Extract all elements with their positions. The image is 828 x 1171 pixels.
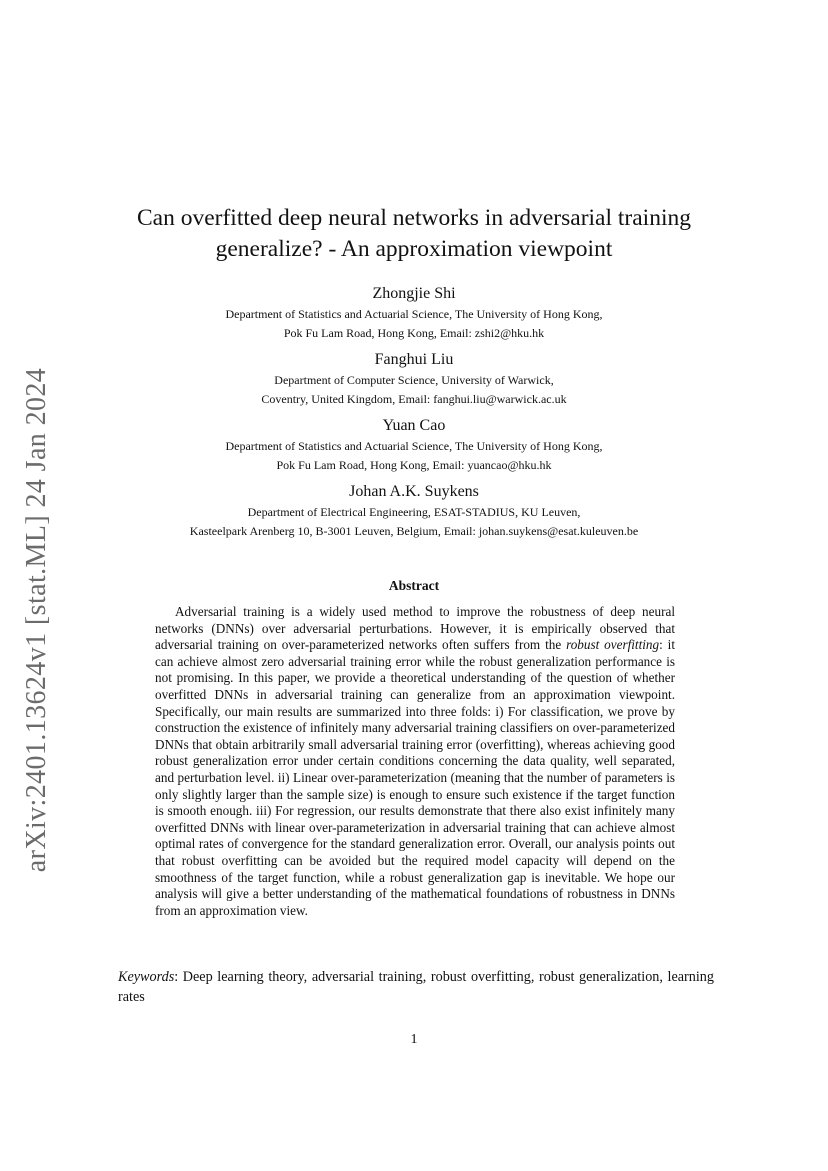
author-affiliation-line-2: Coventry, United Kingdom, Email: fanghui.liu@warwick.ac.uk <box>261 392 567 406</box>
author-name: Fanghui Liu <box>374 351 454 368</box>
author-name: Johan A.K. Suykens <box>349 483 479 500</box>
arxiv-identifier-text: arXiv:2401.13624v1 [stat.ML] 24 Jan 2024 <box>21 367 53 873</box>
author-affiliation-line-1: Department of Electrical Engineering, ESAT-STADIUS, KU Leuven, <box>247 505 581 519</box>
author-block-3 <box>110 415 718 475</box>
keywords-text: : Deep learning theory, adversarial training, robust overfitting, robust generalization, learning rates <box>118 969 714 1005</box>
author-name: Zhongjie Shi <box>372 285 456 302</box>
abstract-text <box>155 604 675 919</box>
title-line-1: Can overfitted deep neural networks in adversarial training <box>136 205 691 231</box>
abstract-text-part-1: Adversarial training is a widely used method to improve the robustness of deep neural networks (DNNs) over adversarial perturbations. However, it is empirically observed that adversarial training on over-parameterized networks often suffers from the <box>155 604 675 653</box>
abstract-emphasis-term: robust overfitting <box>566 637 660 653</box>
author-list <box>110 283 718 547</box>
author-affiliation-line-2: Kasteelpark Arenberg 10, B-3001 Leuven, Belgium, Email: johan.suykens@esat.kuleuven.be <box>189 524 639 538</box>
author-affiliation-line-1: Department of Statistics and Actuarial Science, The University of Hong Kong, <box>225 307 603 321</box>
author-affiliation-line-1: Department of Computer Science, University of Warwick, <box>274 373 554 387</box>
keywords-label: Keywords <box>118 969 175 985</box>
page-number: 1 <box>410 1032 418 1047</box>
author-name: Yuan Cao <box>382 417 446 434</box>
abstract-heading: Abstract <box>388 578 440 593</box>
title-line-2: generalize? - An approximation viewpoint <box>215 236 613 262</box>
author-affiliation-line-2: Pok Fu Lam Road, Hong Kong, Email: zshi2@hku.hk <box>283 326 545 340</box>
paper-title <box>110 203 718 265</box>
author-block-1 <box>110 283 718 343</box>
arxiv-identifier-stamp <box>12 360 62 880</box>
keywords-section <box>118 967 714 1007</box>
author-block-2 <box>110 349 718 409</box>
author-block-4 <box>110 481 718 541</box>
author-affiliation-line-1: Department of Statistics and Actuarial Science, The University of Hong Kong, <box>225 439 603 453</box>
abstract-text-part-2: : it can achieve almost zero adversarial training error while the robust generalization performance is not promising. In this paper, we provide a theoretical understanding of the question of whether overfitted DNNs in adversarial training can generalize from an approximation viewpoint. Specifically, our main results are summarized into three folds: i) For classification, we prove by construction the existence of infinitely many adversarial training classifiers on over-parameterized DNNs that obtain arbitrarily small adversarial training error (overfitting), whereas achieving good robust generalization error under certain conditions concerning the data quality, well separated, and perturbation level. ii) Linear over-parameterization (meaning that the number of parameters is only slightly larger than the sample size) is enough to ensure such existence if the target function is smooth enough. iii) For regression, our results demonstrate that there also exist infinitely many overfitted DNNs with linear over-parameterization in adversarial training that can achieve almost optimal rates of convergence for the standard generalization error. Overall, our analysis points out that robust overfitting can be avoided but the required model capacity will depend on the smoothness of the target function, while a robust generalization gap is inevitable. We hope our analysis will give a better understanding of the mathematical foundations of robustness in DNNs from an approximation view. <box>155 637 675 918</box>
author-affiliation-line-2: Pok Fu Lam Road, Hong Kong, Email: yuancao@hku.hk <box>276 458 552 472</box>
